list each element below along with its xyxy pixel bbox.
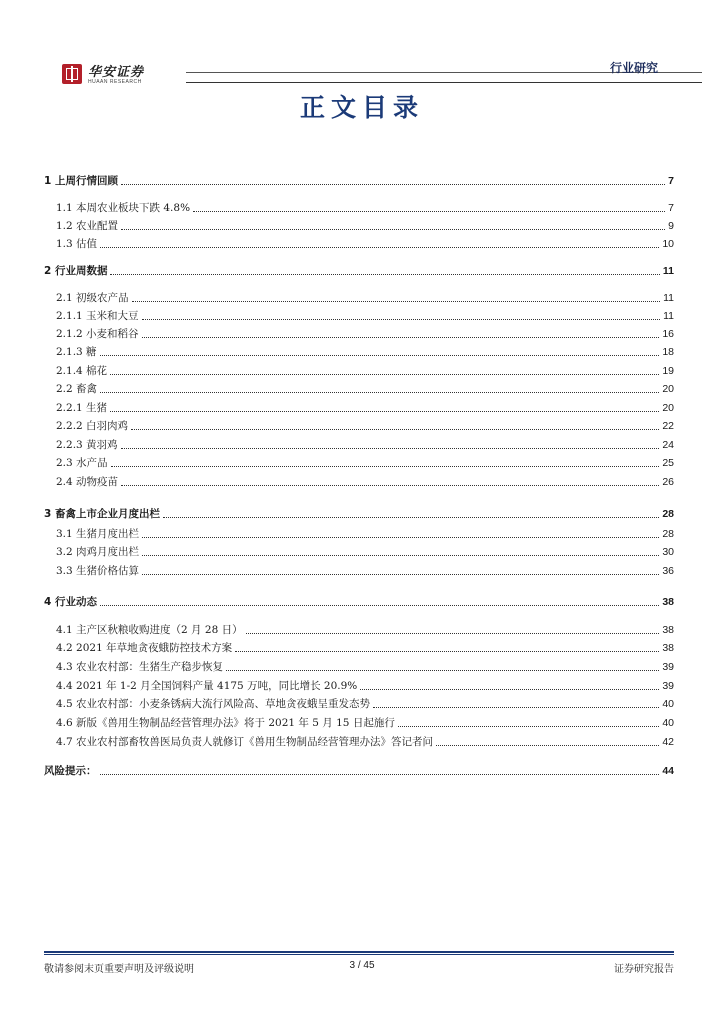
toc-entry-page: 36 bbox=[662, 565, 674, 577]
toc-entry-page: 38 bbox=[662, 596, 674, 608]
toc-entry-page: 24 bbox=[662, 439, 674, 451]
toc-entry[interactable] bbox=[44, 419, 674, 433]
toc-entry-label: 2.2 畜禽 bbox=[56, 383, 98, 395]
toc-dot-leader bbox=[142, 536, 659, 538]
toc-entry-page: 38 bbox=[662, 642, 674, 654]
toc-dot-leader bbox=[142, 554, 659, 556]
toc-dot-leader bbox=[121, 484, 659, 486]
toc-entry[interactable] bbox=[44, 527, 674, 541]
toc-entry[interactable] bbox=[44, 201, 674, 215]
toc-entry-label: 2.3 水产品 bbox=[56, 457, 108, 469]
toc-entry[interactable] bbox=[44, 364, 674, 378]
toc-dot-leader bbox=[110, 410, 659, 412]
toc-entry[interactable] bbox=[44, 716, 674, 730]
page-title: 正文目录 bbox=[299, 93, 424, 122]
toc-entry-label: 3.3 生猪价格估算 bbox=[56, 565, 140, 577]
toc-entry-page: 39 bbox=[662, 661, 674, 673]
toc-entry-page: 39 bbox=[662, 680, 674, 692]
logo-english-text: HUAAN RESEARCH bbox=[88, 79, 142, 85]
toc-entry[interactable] bbox=[44, 345, 674, 359]
toc-entry-label: 4.7 农业农村部畜牧兽医局负责人就修订《兽用生物制品经营管理办法》答记者问 bbox=[56, 736, 434, 748]
toc-entry-page: 20 bbox=[662, 383, 674, 395]
toc-entry-page: 26 bbox=[662, 476, 674, 488]
toc-entry-label: 1.2 农业配置 bbox=[56, 220, 119, 232]
toc-entry-page: 19 bbox=[662, 365, 674, 377]
toc-entry[interactable] bbox=[44, 382, 674, 396]
toc-dot-leader bbox=[110, 273, 659, 275]
toc-dot-leader bbox=[142, 318, 661, 320]
company-logo-icon bbox=[62, 64, 82, 84]
toc-dot-leader bbox=[360, 688, 659, 690]
toc-dot-leader bbox=[246, 632, 660, 634]
toc-entry[interactable] bbox=[44, 456, 674, 470]
toc-dot-leader bbox=[100, 391, 659, 393]
toc-entry-page: 9 bbox=[668, 220, 674, 232]
toc-dot-leader bbox=[436, 744, 659, 746]
toc-entry[interactable] bbox=[44, 660, 674, 674]
toc-dot-leader bbox=[100, 246, 659, 248]
toc-entry-page: 30 bbox=[662, 546, 674, 558]
page-number: 3 / 45 bbox=[349, 960, 375, 971]
toc-entry-page: 10 bbox=[662, 238, 674, 250]
footer-disclaimer: 敬请参阅末页重要声明及评级说明 bbox=[44, 964, 194, 975]
toc-entry[interactable] bbox=[44, 219, 674, 233]
toc-entry-label: 4.5 农业农村部：小麦条锈病大流行风险高、草地贪夜蛾呈重发态势 bbox=[56, 698, 371, 710]
toc-entry[interactable] bbox=[44, 623, 674, 637]
toc-entry[interactable] bbox=[44, 679, 674, 693]
toc-dot-leader bbox=[226, 669, 659, 671]
toc-dot-leader bbox=[121, 183, 665, 185]
toc-entry-page: 38 bbox=[662, 624, 674, 636]
toc-entry-page: 40 bbox=[662, 698, 674, 710]
toc-entry-page: 28 bbox=[662, 528, 674, 540]
toc-entry-page: 11 bbox=[662, 265, 674, 277]
toc-dot-leader bbox=[100, 604, 659, 606]
toc-entry[interactable] bbox=[44, 595, 674, 609]
toc-entry[interactable] bbox=[44, 174, 674, 188]
toc-entry-page: 44 bbox=[662, 765, 674, 777]
toc-entry-page: 18 bbox=[662, 346, 674, 358]
toc-entry[interactable] bbox=[44, 401, 674, 415]
toc-entry-page: 20 bbox=[662, 402, 674, 414]
toc-entry-label: 2 行业周数据 bbox=[44, 265, 108, 277]
toc-entry[interactable] bbox=[44, 697, 674, 711]
toc-entry-label: 4.6 新版《兽用生物制品经营管理办法》将于 2021 年 5 月 15 日起施行 bbox=[56, 717, 395, 729]
toc-entry-label: 2.1 初级农产品 bbox=[56, 292, 129, 304]
toc-dot-leader bbox=[142, 336, 660, 338]
toc-dot-leader bbox=[132, 300, 661, 302]
toc-entry[interactable] bbox=[44, 735, 674, 749]
toc-dot-leader bbox=[235, 650, 659, 652]
toc-entry-label: 2.1.3 糖 bbox=[56, 346, 97, 358]
toc-entry-label: 2.1.4 棉花 bbox=[56, 365, 108, 377]
toc-entry-label: 1.1 本周农业板块下跌 4.8% bbox=[56, 202, 191, 214]
toc-dot-leader bbox=[121, 228, 665, 230]
toc-entry[interactable] bbox=[44, 309, 674, 323]
toc-entry-label: 2.1.2 小麦和稻谷 bbox=[56, 328, 139, 340]
toc-entry[interactable] bbox=[44, 545, 674, 559]
toc-entry-label: 2.2.1 生猪 bbox=[56, 402, 108, 414]
toc-entry-label: 4.2 2021 年草地贪夜蛾防控技术方案 bbox=[56, 642, 233, 654]
footer-divider bbox=[44, 951, 674, 953]
toc-entry-page: 16 bbox=[662, 328, 674, 340]
toc-entry-label: 4.1 主产区秋粮收购进度（2 月 28 日） bbox=[56, 624, 243, 636]
toc-entry-label: 3.1 生猪月度出栏 bbox=[56, 528, 140, 540]
toc-entry-page: 42 bbox=[662, 736, 674, 748]
toc-entry[interactable] bbox=[44, 564, 674, 578]
toc-entry-page: 7 bbox=[668, 202, 674, 214]
toc-entry-page: 7 bbox=[668, 175, 674, 187]
toc-entry[interactable] bbox=[44, 237, 674, 251]
toc-entry-label: 风险提示： bbox=[44, 765, 97, 777]
toc-entry[interactable] bbox=[44, 264, 674, 278]
toc-dot-leader bbox=[121, 447, 660, 449]
toc-entry-label: 4.3 农业农村部：生猪生产稳步恢复 bbox=[56, 661, 224, 673]
report-section-label: 行业研究 bbox=[609, 61, 658, 75]
toc-entry[interactable] bbox=[44, 475, 674, 489]
report-type-label: 证券研究报告 bbox=[614, 964, 674, 975]
toc-dot-leader bbox=[193, 210, 665, 212]
toc-entry[interactable] bbox=[44, 327, 674, 341]
toc-dot-leader bbox=[100, 773, 660, 775]
toc-entry[interactable] bbox=[44, 438, 674, 452]
toc-dot-leader bbox=[142, 573, 659, 575]
toc-dot-leader bbox=[110, 373, 659, 375]
toc-entry-page: 11 bbox=[663, 310, 674, 322]
toc-entry-page: 28 bbox=[662, 508, 674, 520]
toc-entry-page: 22 bbox=[662, 420, 674, 432]
toc-entry-label: 1 上周行情回顾 bbox=[44, 175, 118, 187]
toc-entry-label: 3 畜禽上市企业月度出栏 bbox=[44, 508, 160, 520]
toc-entry-label: 2.1.1 玉米和大豆 bbox=[56, 310, 139, 322]
toc-entry[interactable] bbox=[44, 764, 674, 778]
toc-entry-label: 3.2 肉鸡月度出栏 bbox=[56, 546, 140, 558]
toc-entry-label: 2.4 动物疫苗 bbox=[56, 476, 119, 488]
toc-entry-page: 40 bbox=[662, 717, 674, 729]
toc-dot-leader bbox=[398, 725, 659, 727]
header-divider-lower bbox=[186, 82, 702, 83]
toc-entry-page: 11 bbox=[663, 292, 674, 304]
toc-entry[interactable] bbox=[44, 641, 674, 655]
toc-entry[interactable] bbox=[44, 291, 674, 305]
toc-entry-page: 25 bbox=[662, 457, 674, 469]
toc-entry-label: 4.4 2021 年 1-2 月全国饲料产量 4175 万吨，同比增长 20.9% bbox=[56, 680, 358, 692]
toc-dot-leader bbox=[163, 516, 659, 518]
footer-divider-thin bbox=[44, 954, 674, 955]
page-header bbox=[44, 54, 678, 88]
toc-dot-leader bbox=[100, 354, 660, 356]
toc-dot-leader bbox=[373, 706, 659, 708]
toc-dot-leader bbox=[111, 465, 660, 467]
toc-entry-label: 2.2.3 黄羽鸡 bbox=[56, 439, 118, 451]
toc-entry-label: 1.3 估值 bbox=[56, 238, 98, 250]
toc-entry[interactable] bbox=[44, 507, 674, 521]
toc-dot-leader bbox=[131, 428, 659, 430]
logo-chinese-text: 华安证券 bbox=[88, 65, 145, 80]
toc-entry-label: 4 行业动态 bbox=[44, 596, 97, 608]
toc-entry-label: 2.2.2 白羽肉鸡 bbox=[56, 420, 129, 432]
